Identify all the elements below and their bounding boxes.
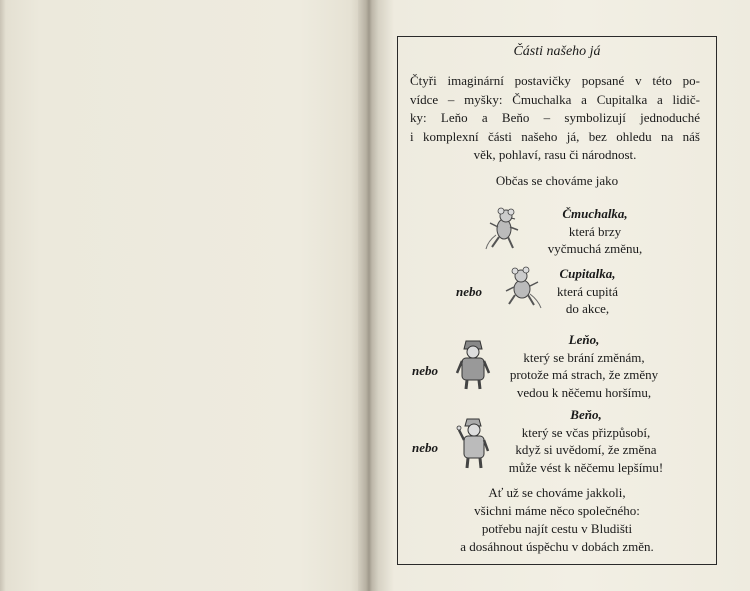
- intro-line: vídce – myšky: Čmuchalka a Cupitalka a lidič-: [410, 91, 700, 107]
- intro-paragraph: [410, 72, 700, 165]
- closing-paragraph: [397, 484, 717, 556]
- connector-nebo: nebo: [412, 363, 438, 378]
- character-text: protože má strach, že změny: [509, 367, 659, 382]
- closing-line: všichni máme něco společného:: [474, 503, 640, 518]
- book-gutter: [358, 0, 380, 591]
- character-name: Čmuchalka,: [562, 206, 628, 221]
- intro-line: ky: Leňo a Beňo – symbolizují jednoduché: [410, 110, 700, 125]
- character-text: která cupitá: [557, 283, 618, 299]
- character-scurry: [525, 265, 650, 318]
- character-text: do akce,: [565, 301, 610, 316]
- intro-line: věk, pohlaví, rasu či národnost.: [473, 147, 637, 162]
- character-text: která brzy: [568, 223, 622, 239]
- character-sniff: [520, 205, 670, 258]
- connector-nebo: nebo: [412, 440, 438, 455]
- intro-line: Čtyři imaginární postavičky popsané v této po-: [410, 73, 700, 88]
- character-name: Beňo,: [570, 407, 602, 422]
- closing-line: a dosáhnout úspěchu v dobách změn.: [460, 539, 654, 554]
- character-text: který se brání změnám,: [523, 349, 645, 365]
- character-text: když si uvědomí, že změna: [515, 442, 657, 457]
- character-text: může vést k něčemu lepšímu!: [508, 459, 664, 475]
- character-name: Leňo,: [568, 332, 600, 347]
- character-name: Cupitalka,: [559, 266, 616, 281]
- littleperson-hem-icon: [454, 337, 492, 391]
- lead-line: Občas se chováme jako: [495, 173, 619, 188]
- intro-line: i komplexní části našeho já, bez ohledu na náš: [410, 128, 700, 144]
- closing-line: Ať už se chováme jakkoli,: [488, 485, 626, 500]
- character-haw: [496, 406, 676, 476]
- character-text: vedou k něčemu horšímu,: [516, 384, 652, 400]
- littleperson-haw-icon: [454, 416, 492, 470]
- left-page: [0, 0, 366, 591]
- character-text: vyčmuchá změnu,: [547, 241, 643, 256]
- connector-nebo: nebo: [456, 284, 482, 299]
- character-text: který se včas přizpůsobí,: [521, 424, 651, 440]
- page-title: Části našeho já: [513, 44, 601, 59]
- closing-line: potřebu najít cestu v Bludišti: [481, 521, 633, 536]
- character-hem: [496, 331, 672, 401]
